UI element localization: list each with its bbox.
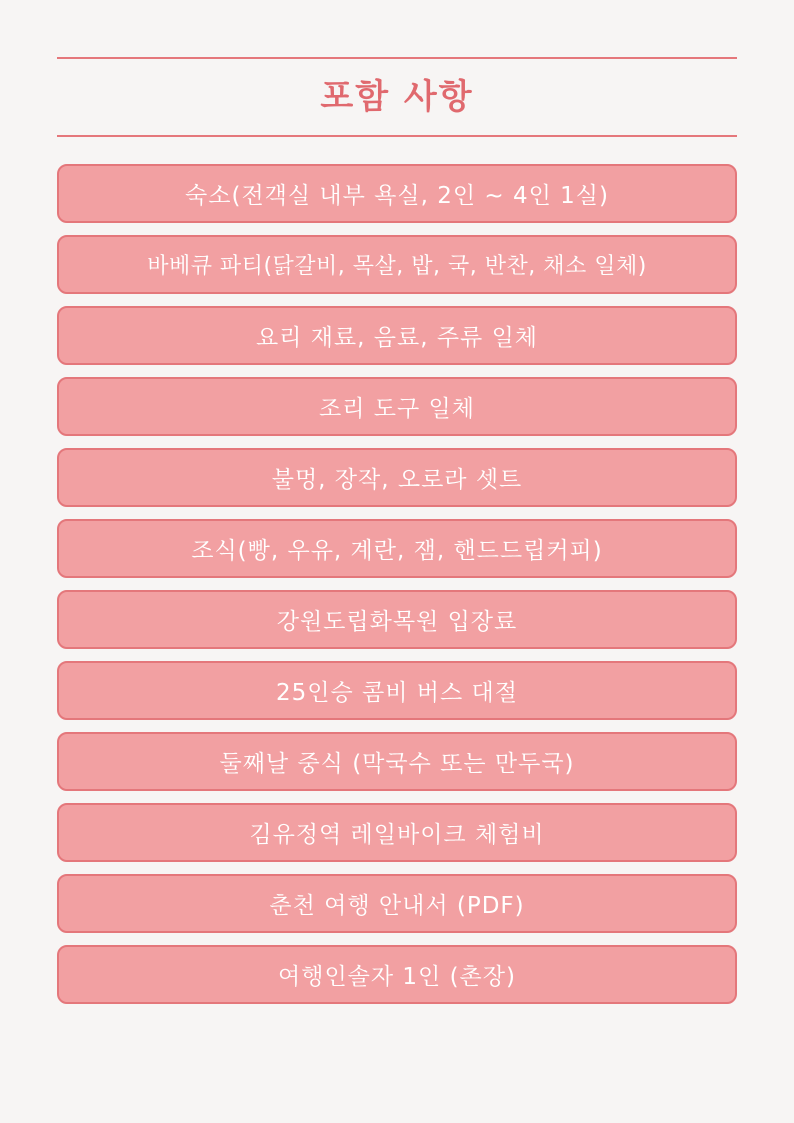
included-item-bbq-party: 바베큐 파티(닭갈비, 목살, 밥, 국, 반찬, 채소 일체) [57,235,737,294]
included-item-day2-lunch: 둘째날 중식 (막국수 또는 만두국) [57,732,737,791]
included-item-cooking-tools: 조리 도구 일체 [57,377,737,436]
included-item-firepit-set: 불멍, 장작, 오로라 셋트 [57,448,737,507]
included-item-cooking-ingredients: 요리 재료, 음료, 주류 일체 [57,306,737,365]
included-item-bus-charter: 25인승 콤비 버스 대절 [57,661,737,720]
included-item-rail-bike: 김유정역 레일바이크 체험비 [57,803,737,862]
included-items-list [57,164,737,1016]
page-title: 포함 사항 [320,77,474,117]
included-item-lodging: 숙소(전객실 내부 욕실, 2인 ~ 4인 1실) [57,164,737,223]
title-bottom-rule [57,135,737,137]
included-item-travel-guide: 춘천 여행 안내서 (PDF) [57,874,737,933]
included-item-tour-leader: 여행인솔자 1인 (촌장) [57,945,737,1004]
included-item-arboretum-ticket: 강원도립화목원 입장료 [57,590,737,649]
included-item-breakfast: 조식(빵, 우유, 계란, 잼, 핸드드립커피) [57,519,737,578]
title-top-rule [57,57,737,59]
